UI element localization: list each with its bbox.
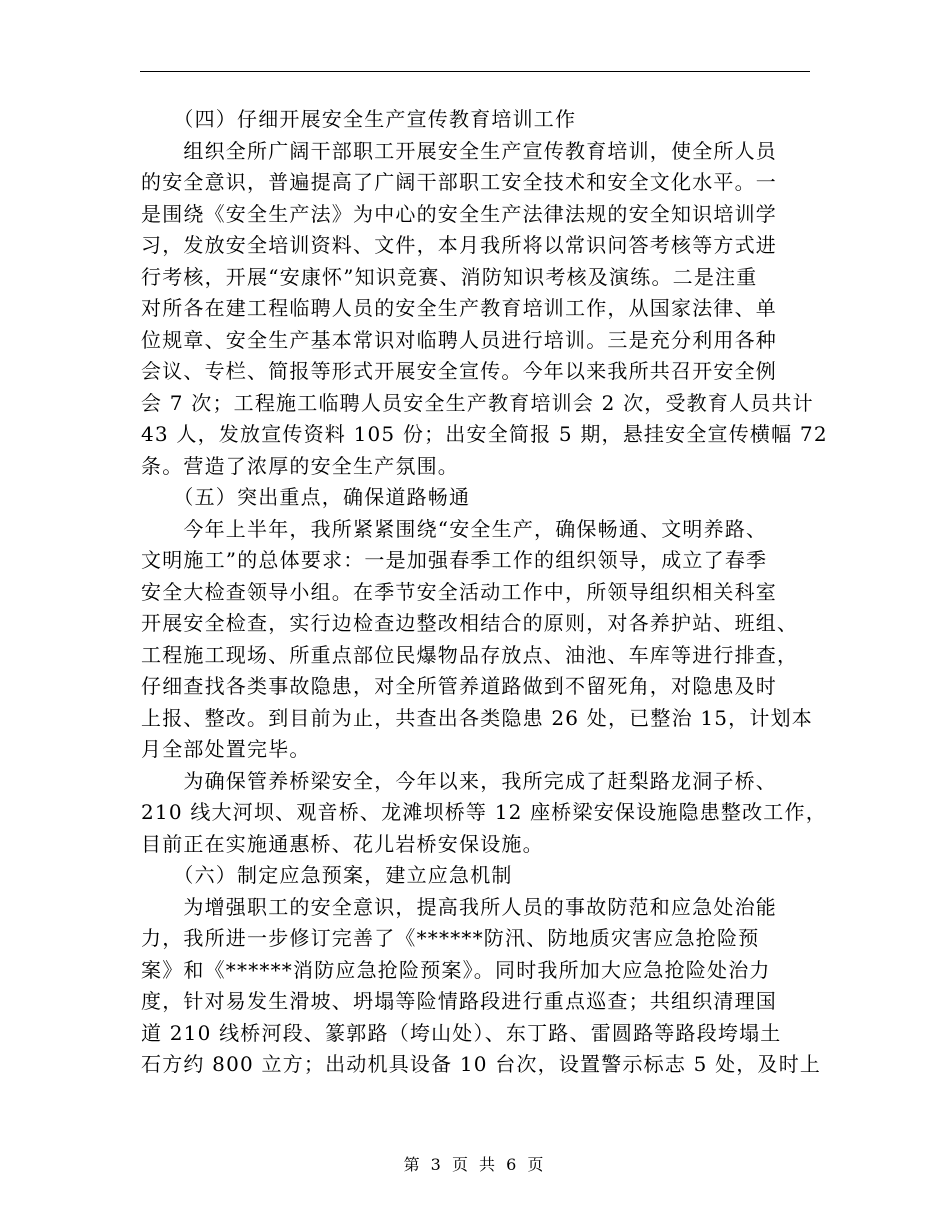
- text-line: 月全部处置完毕。: [141, 737, 311, 761]
- text-line: 行考核，开展“安康怀”知识竞赛、消防知识考核及演练。二是注重: [141, 264, 758, 289]
- text-line: 会议、专栏、简报等形式开展安全宣传。今年以来我所共召开安全例: [141, 359, 777, 383]
- text-line: 道 210 线桥河段、篆郭路（垮山处）、东丁路、雷圆路等路段垮塌土: [141, 1020, 782, 1045]
- text-line: 对所各在建工程临聘人员的安全生产教育培训工作，从国家法律、单: [141, 296, 777, 320]
- text-line: 文明施工”的总体要求：一是加强春季工作的组织领导，成立了春季: [141, 548, 768, 572]
- text-line: 力，我所进一步修订完善了《******防汛、防地质灾害应急抢险预: [141, 926, 760, 950]
- text-line: 案》和《******消防应急抢险预案》。同时我所加大应急抢险处治力: [141, 957, 771, 982]
- text-line: 开展安全检查，实行边检查边整改相结合的原则，对各养护站、班组、: [141, 611, 799, 635]
- text-line: 仔细查找各类事故隐患，对全所管养道路做到不留死角，对隐患及时: [141, 674, 777, 698]
- section-heading: （五）突出重点，确保道路畅通: [141, 485, 471, 509]
- text-line: 安全大检查领导小组。在季节安全活动工作中，所领导组织相关科室: [141, 579, 777, 604]
- text-line: 的安全意识，普遍提高了广阔干部职工安全技术和安全文化水平。一: [141, 170, 777, 194]
- text-line: 会 7 次；工程施工临聘人员安全生产教育培训会 2 次，受教育人员共计: [141, 390, 814, 415]
- text-line: 石方约 800 立方；出动机具设备 10 台次，设置警示标志 5 处，及时上: [141, 1052, 822, 1076]
- text-line: 是围绕《安全生产法》为中心的安全生产法律法规的安全知识培训学: [141, 201, 777, 226]
- text-line: 210 线大河坝、观音桥、龙滩坝桥等 12 座桥梁安保设施隐患整改工作，: [141, 800, 827, 824]
- text-line: 工程施工现场、所重点部位民爆物品存放点、油池、车库等进行排查，: [141, 642, 799, 667]
- text-line: 组织全所广阔干部职工开展安全生产宣传教育培训，使全所人员: [141, 138, 777, 163]
- text-line: 今年上半年，我所紧紧围绕“安全生产，确保畅通、文明养路、: [141, 516, 768, 541]
- text-line: 上报、整改。到目前为止，共查出各类隐患 26 处，已整治 15，计划本: [141, 705, 813, 730]
- text-line: 条。营造了浓厚的安全生产氛围。: [141, 453, 459, 478]
- header-rule: [140, 71, 810, 72]
- text-line: 习，发放安全培训资料、文件，本月我所将以常识问答考核等方式进: [141, 233, 777, 257]
- page-footer: 第 3 页 共 6 页: [403, 1155, 547, 1174]
- text-line: （四）仔细开展安全生产宣传教育培训工作: [141, 107, 577, 131]
- text-line: 为增强职工的安全意识，提高我所人员的事故防范和应急处治能: [141, 894, 777, 919]
- text-line: 为确保管养桥梁安全，今年以来，我所完成了赶梨路龙洞子桥、: [141, 768, 777, 793]
- document-body: [141, 104, 828, 1081]
- text-line: 43 人，发放宣传资料 105 份；出安全简报 5 期，悬挂安全宣传横幅 72: [141, 422, 828, 446]
- section-heading: （六）制定应急预案，建立应急机制: [141, 863, 513, 887]
- text-line: 位规章、安全生产基本常识对临聘人员进行培训。三是充分利用各种: [141, 327, 777, 352]
- text-line: 目前正在实施通惠桥、花儿岩桥安保设施。: [141, 831, 544, 856]
- text-line: 度，针对易发生滑坡、坍塌等险情路段进行重点巡查；共组织清理国: [141, 989, 777, 1013]
